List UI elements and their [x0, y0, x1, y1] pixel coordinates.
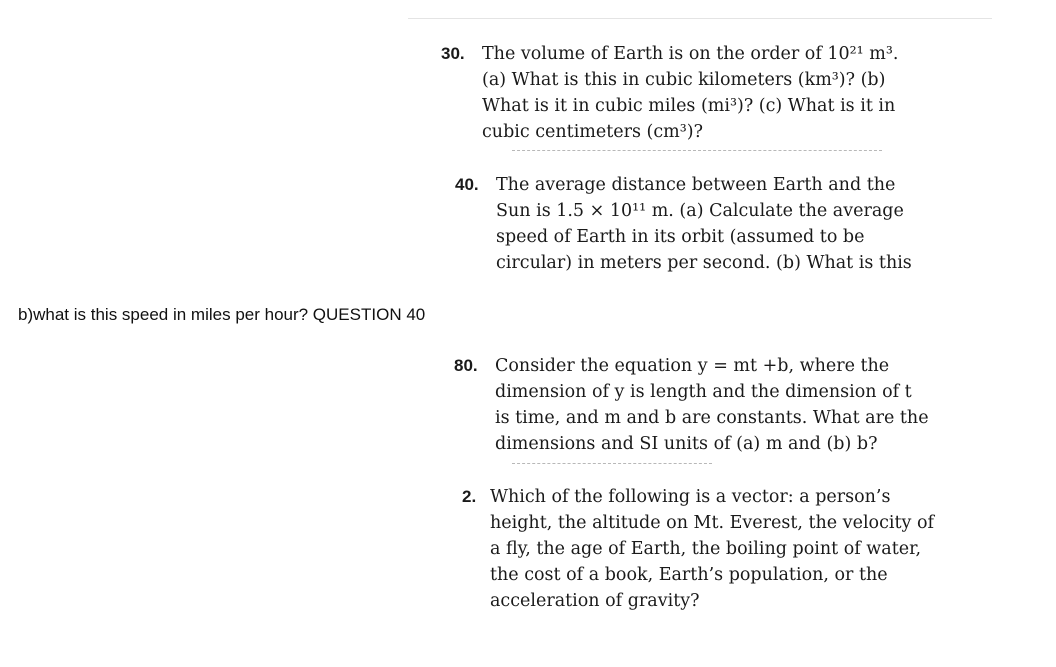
problem-line: Which of the following is a vector: a person’s — [490, 487, 891, 507]
problem-line: cubic centimeters (cm³)? — [482, 122, 703, 142]
user-question: b)what is this speed in miles per hour? QUESTION 40 — [18, 305, 426, 324]
problem-number: 40. — [455, 175, 479, 194]
problem-number: 80. — [454, 356, 478, 375]
crop-divider — [512, 463, 712, 465]
problem-line: dimensions and SI units of (a) m and (b) b? — [495, 434, 878, 454]
problem-line: Sun is 1.5 × 10¹¹ m. (a) Calculate the average — [496, 201, 904, 221]
problem-line: speed of Earth in its orbit (assumed to be — [496, 227, 865, 247]
problem-line: What is it in cubic miles (mi³)? (c) What is it in — [482, 96, 896, 116]
problem-line: dimension of y is length and the dimension of t — [495, 382, 912, 402]
problem-text — [490, 484, 934, 614]
problem-line: acceleration of gravity? — [490, 591, 700, 611]
top-divider — [408, 18, 992, 19]
problem-line: is time, and m and b are constants. What are the — [495, 408, 929, 428]
problem-line: (a) What is this in cubic kilometers (km³)? (b) — [482, 70, 886, 90]
problem-line: height, the altitude on Mt. Everest, the velocity of — [490, 513, 934, 533]
problem-line: the cost of a book, Earth’s population, or the — [490, 565, 888, 585]
problem-30 — [441, 41, 898, 145]
problem-text — [495, 353, 929, 457]
problem-number: 2. — [462, 487, 477, 506]
crop-divider — [512, 150, 882, 152]
problem-number: 30. — [441, 44, 465, 63]
problem-line: The volume of Earth is on the order of 10²¹ m³. — [482, 44, 899, 64]
problem-line: circular) in meters per second. (b) What is this — [496, 253, 912, 273]
problem-line: The average distance between Earth and the — [496, 175, 896, 195]
problem-text — [482, 41, 898, 145]
problem-40 — [455, 172, 912, 276]
problem-80 — [454, 353, 929, 457]
problem-text — [496, 172, 912, 276]
problem-2 — [462, 484, 934, 614]
problem-line: Consider the equation y = mt +b, where the — [495, 356, 890, 376]
problem-line: a fly, the age of Earth, the boiling point of water, — [490, 539, 922, 559]
